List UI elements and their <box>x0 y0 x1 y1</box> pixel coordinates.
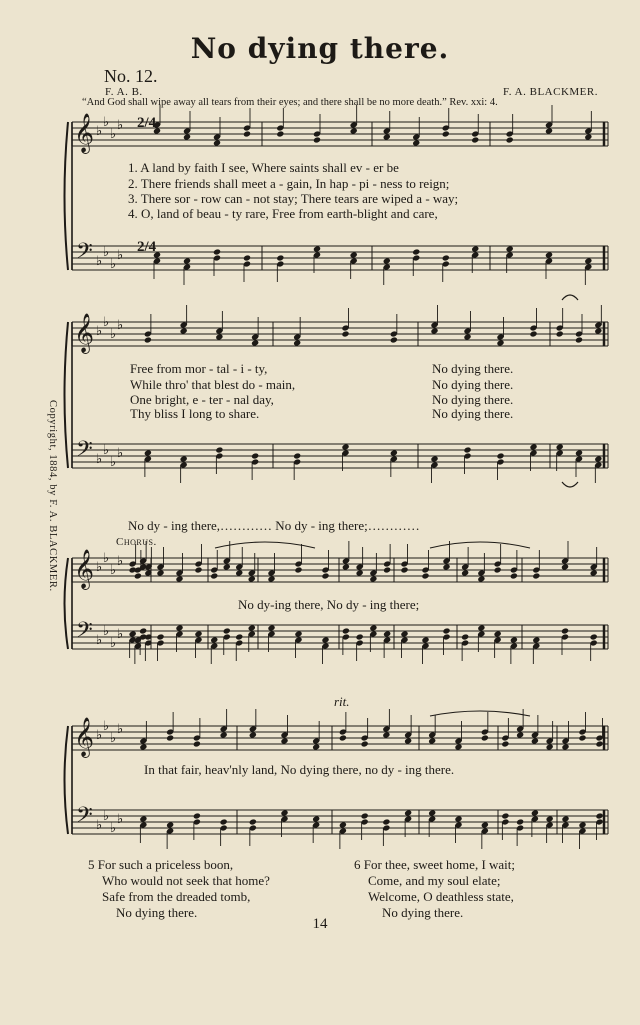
treble-note <box>510 572 518 579</box>
key-flat-icon: ♭ <box>96 818 103 833</box>
treble-note <box>235 569 243 576</box>
treble-note <box>249 731 257 738</box>
bass-note <box>383 630 391 637</box>
bass-clef-icon: 𝄢 <box>76 437 93 467</box>
key-flat-icon: ♭ <box>96 452 103 467</box>
system-brace <box>65 558 69 649</box>
treble-note <box>594 327 602 334</box>
key-flat-icon: ♭ <box>103 115 110 130</box>
key-flat-icon: ♭ <box>96 728 103 743</box>
refrain-text: No dying there. <box>432 377 514 392</box>
chorus-label: Chorus. <box>116 536 157 548</box>
bass-note <box>496 452 504 459</box>
treble-note <box>369 575 377 582</box>
fermata-icon <box>562 295 578 300</box>
treble-note <box>561 563 569 570</box>
treble-note <box>477 575 485 582</box>
treble-note <box>382 731 390 738</box>
bass-note <box>477 624 485 631</box>
key-flat-icon: ♭ <box>110 563 117 578</box>
key-flat-icon: ♭ <box>117 248 124 263</box>
lyric-verse-1: 1. A land by faith I see, Where saints shall ev - er be <box>128 160 399 175</box>
key-flat-icon: ♭ <box>117 118 124 133</box>
bass-note <box>510 636 518 643</box>
bass-note <box>461 633 469 640</box>
refrain-text: No dying there. <box>432 406 514 421</box>
treble-note <box>383 566 391 573</box>
treble-note <box>442 563 450 570</box>
page-title: No dying there. <box>190 32 450 65</box>
treble-note <box>361 740 369 747</box>
key-flat-icon: ♭ <box>103 443 110 458</box>
treble-note <box>220 731 228 738</box>
bass-note <box>294 630 302 637</box>
key-flat-icon: ♭ <box>117 318 124 333</box>
tie-slur <box>430 711 530 716</box>
bass-note <box>594 455 602 462</box>
treble-note <box>356 569 364 576</box>
bass-note <box>139 627 147 634</box>
key-flat-icon: ♭ <box>110 821 117 836</box>
page-number: 14 <box>312 916 328 932</box>
verse-line: Come, and my soul elate; <box>368 873 501 888</box>
key-flat-icon: ♭ <box>117 627 124 642</box>
treble-note <box>454 743 462 750</box>
treble-note <box>461 569 469 576</box>
treble-note <box>175 575 183 582</box>
bass-note <box>390 449 398 456</box>
verse-line: No dying there. <box>382 905 464 920</box>
treble-note <box>545 127 553 134</box>
bass-note <box>341 443 349 450</box>
time-signature-text: 2/4 <box>137 239 157 255</box>
key-flat-icon: ♭ <box>96 124 103 139</box>
treble-note <box>139 743 147 750</box>
bass-note <box>183 257 191 264</box>
chorus-lyric: No dy-ing there, No dy - ing there; <box>238 597 420 612</box>
scripture-quote: “And God shall wipe away all tears from their eyes; and there shall be no more death.” Rev. xxi: 4. <box>82 97 498 108</box>
treble-note <box>496 339 504 346</box>
key-flat-icon: ♭ <box>117 812 124 827</box>
bass-note <box>249 818 257 825</box>
key-flat-icon: ♭ <box>110 327 117 342</box>
treble-note <box>463 333 471 340</box>
bass-note <box>361 812 369 819</box>
bass-note <box>506 245 514 252</box>
refrain-text: No dying there. <box>432 361 514 376</box>
fermata-icon <box>562 482 578 487</box>
treble-clef-icon: 𝄞 <box>74 313 95 353</box>
treble-note <box>390 336 398 343</box>
bass-note <box>267 624 275 631</box>
lyric-verse-3: One bright, e - ter - nal day, <box>130 392 274 407</box>
treble-note <box>248 575 256 582</box>
bass-note <box>578 821 586 828</box>
verse-5 <box>88 857 270 921</box>
treble-note <box>213 139 221 146</box>
bass-note <box>590 633 598 640</box>
bass-note <box>442 254 450 261</box>
treble-note <box>156 569 164 576</box>
bass-note <box>339 821 347 828</box>
treble-note <box>194 566 202 573</box>
bass-note <box>584 257 592 264</box>
treble-note <box>193 740 201 747</box>
lyric-verse-1: Free from mor - tal - i - ty, <box>130 361 268 376</box>
bass-note <box>312 815 320 822</box>
key-flat-icon: ♭ <box>96 254 103 269</box>
treble-note <box>383 133 391 140</box>
alto-lyric: No dy - ing there,………… No dy - ing there;………… <box>128 518 420 533</box>
bass-note <box>313 245 321 252</box>
bass-note <box>430 455 438 462</box>
treble-note <box>532 572 540 579</box>
verse-line: Who would not seek that home? <box>102 873 270 888</box>
treble-note <box>339 734 347 741</box>
bass-clef-icon: 𝄢 <box>76 239 93 269</box>
verse-line: Safe from the dreaded tomb, <box>102 889 251 904</box>
treble-note <box>428 737 436 744</box>
bass-note <box>251 452 259 459</box>
bass-note <box>210 636 218 643</box>
bass-note <box>481 821 489 828</box>
system-brace <box>65 322 69 468</box>
treble-note <box>341 330 349 337</box>
key-flat-icon: ♭ <box>103 551 110 566</box>
bass-note <box>561 815 569 822</box>
key-flat-icon: ♭ <box>103 809 110 824</box>
treble-note <box>561 743 569 750</box>
key-flat-icon: ♭ <box>110 636 117 651</box>
bass-note <box>494 630 502 637</box>
bass-clef-icon: 𝄢 <box>76 803 93 833</box>
bass-note <box>248 624 256 631</box>
treble-note <box>516 731 524 738</box>
treble-note <box>166 734 174 741</box>
bass-note <box>529 443 537 450</box>
bass-note <box>383 257 391 264</box>
key-flat-icon: ♭ <box>117 446 124 461</box>
copyright-notice <box>44 400 64 760</box>
tie-slur <box>430 542 530 548</box>
treble-note <box>590 569 598 576</box>
verse-line: No dying there. <box>116 905 198 920</box>
lyric-verse-4: 4. O, land of beau - ty rare, Free from earth-blight and care, <box>128 206 438 221</box>
treble-note <box>531 737 539 744</box>
bass-note <box>546 815 554 822</box>
bass-note <box>293 452 301 459</box>
treble-note <box>506 136 514 143</box>
bass-note <box>156 633 164 640</box>
treble-note <box>342 563 350 570</box>
treble-note <box>144 336 152 343</box>
key-flat-icon: ♭ <box>110 257 117 272</box>
lyricist: F. A. B. <box>105 86 143 98</box>
bass-note <box>144 449 152 456</box>
bass-note <box>215 446 223 453</box>
bass-note <box>412 248 420 255</box>
key-flat-icon: ♭ <box>96 633 103 648</box>
treble-note <box>529 330 537 337</box>
bass-clef-icon: 𝄢 <box>76 618 93 648</box>
key-flat-icon: ♭ <box>96 324 103 339</box>
key-flat-icon: ♭ <box>96 560 103 575</box>
lyric-verse-4: Thy bliss I long to share. <box>130 406 260 421</box>
bass-note <box>243 254 251 261</box>
bass-note <box>175 624 183 631</box>
verse-line: Welcome, O deathless state, <box>368 889 514 904</box>
bass-note <box>276 254 284 261</box>
treble-note <box>210 572 218 579</box>
bass-note <box>442 627 450 634</box>
treble-note <box>595 740 603 747</box>
treble-note <box>400 566 408 573</box>
treble-note <box>321 572 329 579</box>
refrain-text: No dying there. <box>432 392 514 407</box>
key-flat-icon: ♭ <box>117 554 124 569</box>
treble-note <box>134 572 142 579</box>
verse-line: 6 For thee, sweet home, I wait; <box>354 857 516 872</box>
bass-note <box>321 636 329 643</box>
key-flat-icon: ♭ <box>103 245 110 260</box>
treble-note <box>575 336 583 343</box>
bass-note <box>129 630 137 637</box>
treble-note <box>421 572 429 579</box>
treble-note <box>243 130 251 137</box>
bass-note <box>235 633 243 640</box>
treble-note <box>404 737 412 744</box>
verse-line: 5 For such a priceless boon, <box>88 857 234 872</box>
key-flat-icon: ♭ <box>110 127 117 142</box>
bass-note <box>350 251 358 258</box>
treble-clef-icon: 𝄞 <box>74 717 95 757</box>
bass-note <box>421 636 429 643</box>
treble-note <box>280 737 288 744</box>
bass-note <box>180 455 188 462</box>
key-flat-icon: ♭ <box>117 722 124 737</box>
treble-clef-icon: 𝄞 <box>74 113 95 153</box>
bass-note <box>193 812 201 819</box>
bass-note <box>220 818 228 825</box>
treble-note <box>546 743 554 750</box>
bass-note <box>382 818 390 825</box>
treble-clef-icon: 𝄞 <box>74 549 95 589</box>
treble-note <box>313 136 321 143</box>
treble-note <box>312 743 320 750</box>
bass-note <box>532 636 540 643</box>
lyric-verse-2: While thro' that blest do - main, <box>130 377 296 392</box>
treble-note <box>276 130 284 137</box>
bass-note <box>471 245 479 252</box>
system-brace <box>65 122 69 270</box>
bass-note <box>545 251 553 258</box>
system-brace <box>65 726 69 834</box>
bass-note <box>342 627 350 634</box>
bass-note <box>356 633 364 640</box>
treble-note <box>267 575 275 582</box>
bass-note <box>575 449 583 456</box>
bass-note <box>463 446 471 453</box>
hymn-number: No. 12. <box>104 66 158 86</box>
bass-note <box>369 624 377 631</box>
lyric-verse-3: 3. There sor - row can - not stay; There tears are wiped a - way; <box>128 191 459 206</box>
bass-note <box>213 248 221 255</box>
treble-note <box>183 133 191 140</box>
bass-note <box>428 809 436 816</box>
bass-note <box>400 630 408 637</box>
bass-note <box>194 630 202 637</box>
bass-note <box>531 809 539 816</box>
treble-note <box>294 566 302 573</box>
lyric-verse-2: 2. There friends shall meet a - gain, In hap - pi - ness to reign; <box>128 176 450 191</box>
treble-note <box>412 139 420 146</box>
treble-note <box>180 327 188 334</box>
time-signature-treble <box>137 117 156 130</box>
treble-note <box>584 133 592 140</box>
treble-note <box>251 339 259 346</box>
treble-note <box>442 130 450 137</box>
key-flat-icon: ♭ <box>110 455 117 470</box>
tempo-mark-rit: rit. <box>334 694 350 709</box>
bass-note <box>595 812 603 819</box>
treble-note <box>471 136 479 143</box>
treble-note <box>223 563 231 570</box>
treble-note <box>215 333 223 340</box>
bass-note <box>404 809 412 816</box>
bass-note <box>223 627 231 634</box>
bass-note <box>166 821 174 828</box>
bass-note <box>139 815 147 822</box>
copyright-text: Copyright, 1884, by F. A. BLACKMER. <box>47 400 58 592</box>
key-flat-icon: ♭ <box>103 624 110 639</box>
treble-note <box>578 734 586 741</box>
bass-note <box>280 809 288 816</box>
treble-note <box>556 330 564 337</box>
bass-note <box>501 812 509 819</box>
treble-note <box>293 339 301 346</box>
treble-note <box>350 127 358 134</box>
key-flat-icon: ♭ <box>103 315 110 330</box>
time-signature-bass <box>137 241 156 254</box>
bass-note <box>556 443 564 450</box>
treble-note <box>481 734 489 741</box>
bass-note <box>454 815 462 822</box>
time-signature-text: 2/4 <box>137 115 157 131</box>
treble-note <box>430 327 438 334</box>
treble-note <box>494 566 502 573</box>
verse-6 <box>354 857 515 921</box>
key-flat-icon: ♭ <box>103 719 110 734</box>
bass-note <box>561 627 569 634</box>
bass-note <box>516 818 524 825</box>
final-lyric: In that fair, heav'nly land, No dying there, no dy - ing there. <box>144 762 455 777</box>
treble-note <box>501 740 509 747</box>
key-flat-icon: ♭ <box>110 731 117 746</box>
composer: F. A. BLACKMER. <box>503 86 598 98</box>
